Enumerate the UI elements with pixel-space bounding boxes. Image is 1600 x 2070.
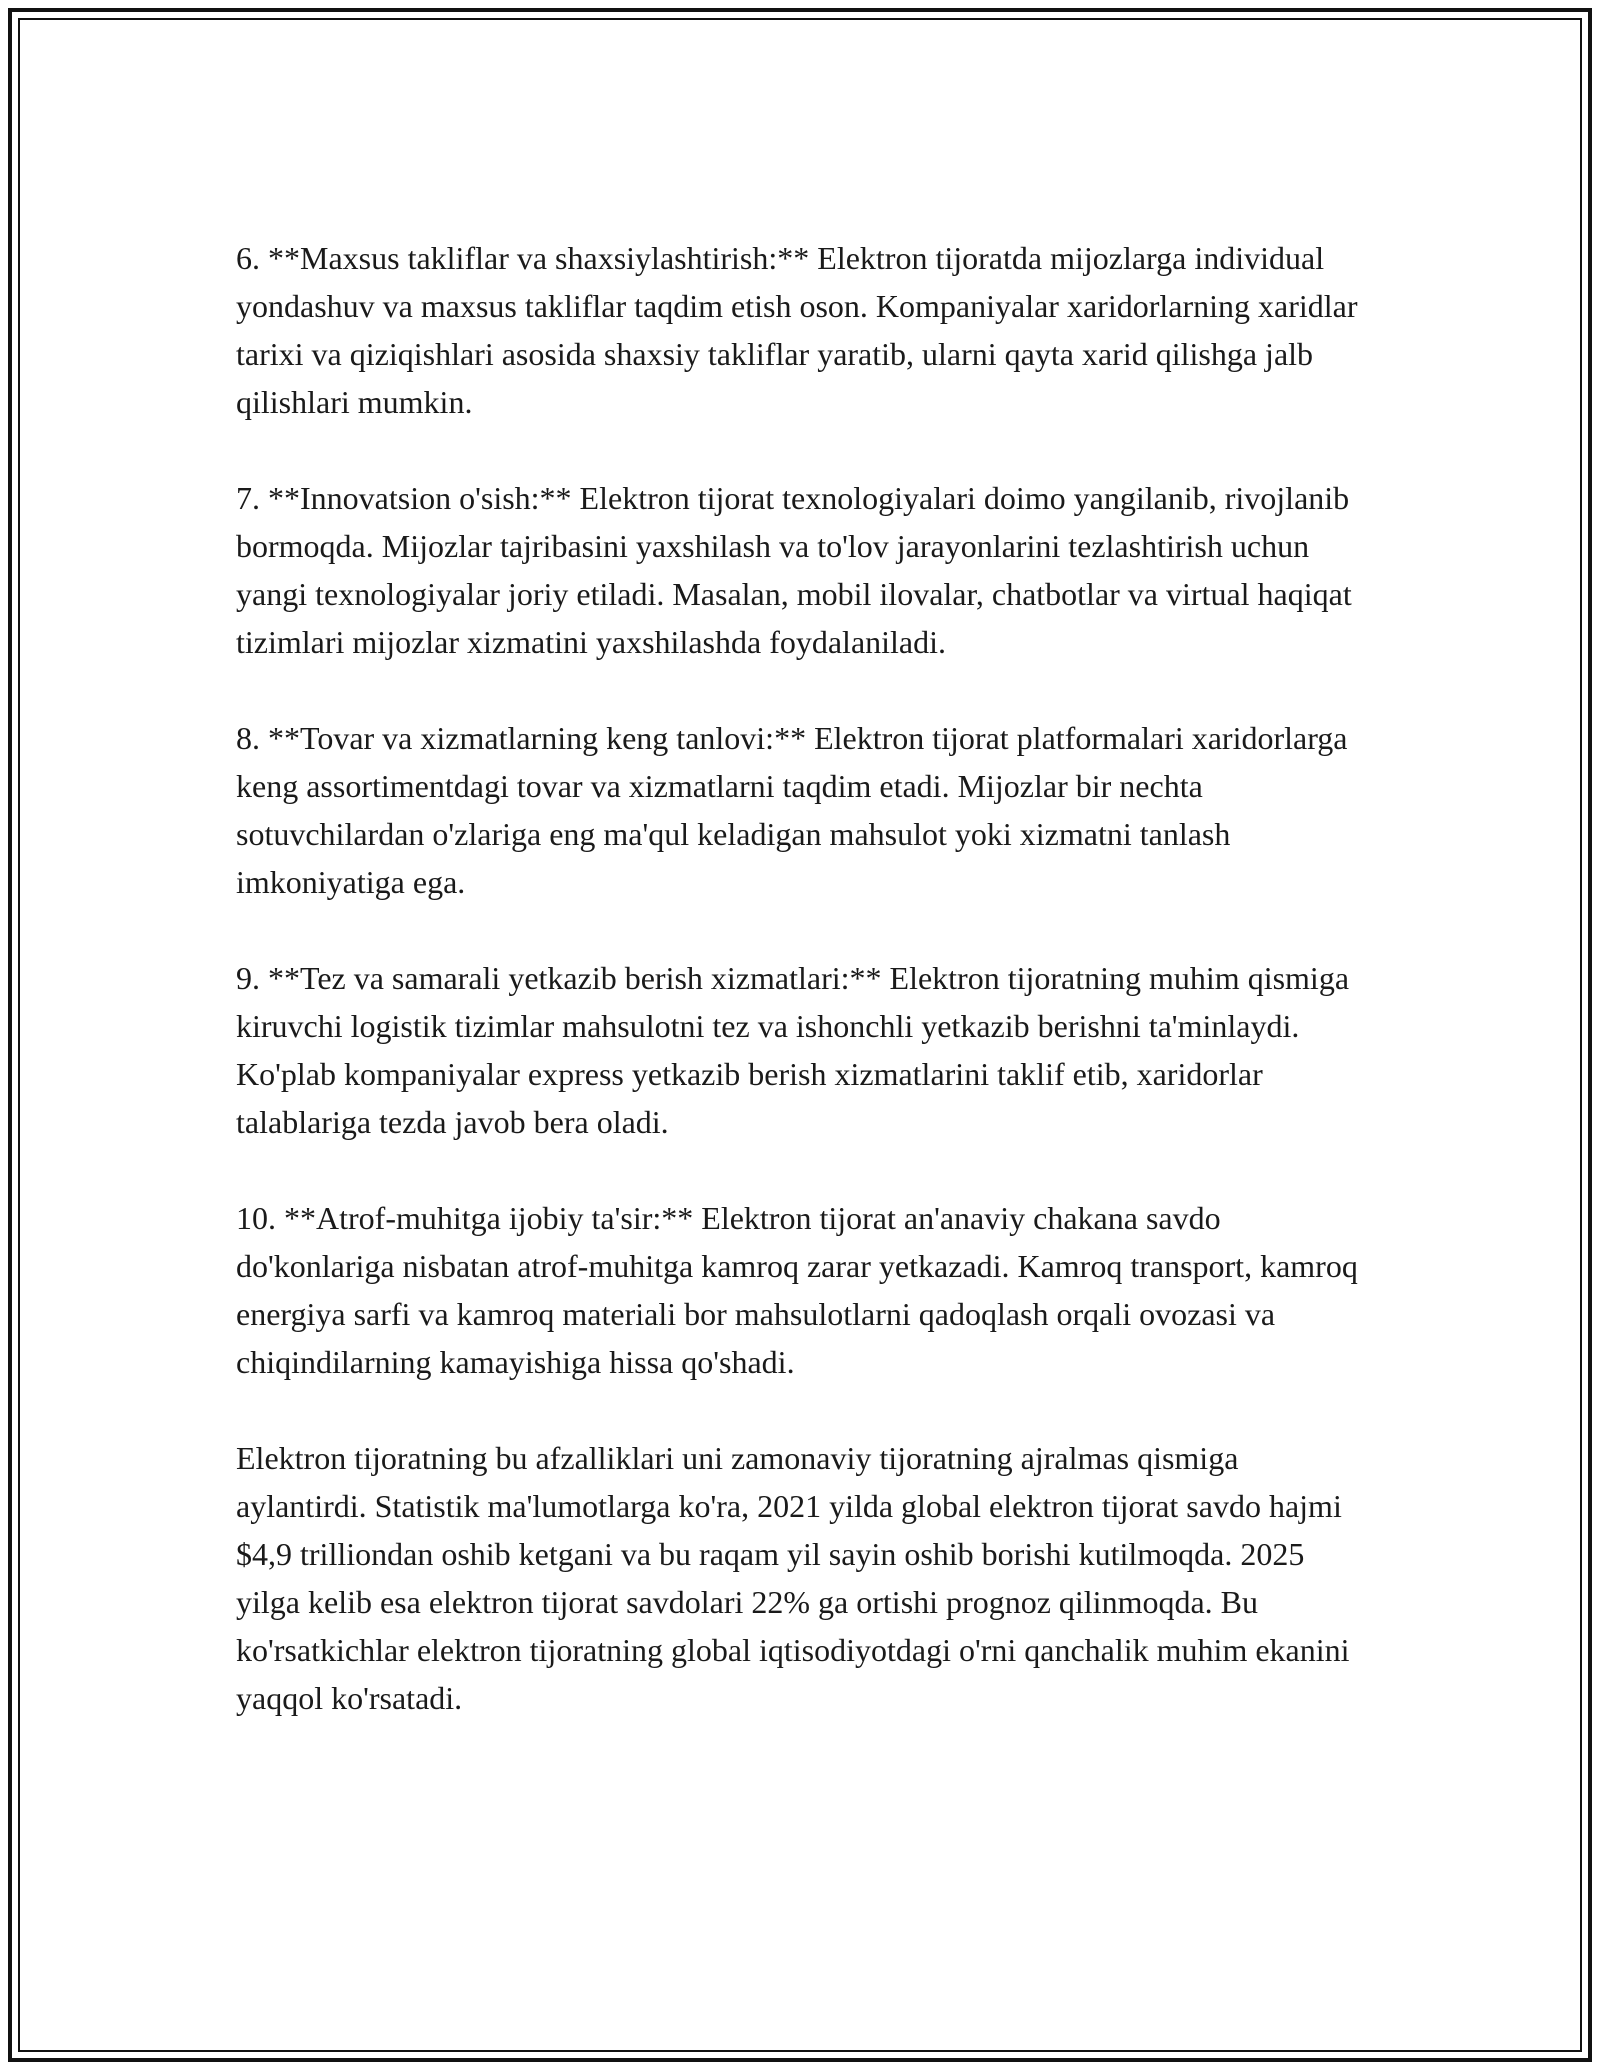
paragraph-item-10: 10. **Atrof-muhitga ijobiy ta'sir:** Elektron tijorat an'anaviy chakana savdo do'konlariga nisbatan atrof-muhitga kamroq zarar yetkazadi. Kamroq transport, kamroq energiya sarfi va kamroq materiali bor mahsulotlarni qadoqlash orqali ovozasi va chiqindilarning kamayishiga hissa qo'shadi. — [236, 1200, 1358, 1380]
paragraph-conclusion: Elektron tijoratning bu afzalliklari uni zamonaviy tijoratning ajralmas qismiga aylantirdi. Statistik ma'lumotlarga ko'ra, 2021 yilda global elektron tijorat savdo hajmi $4,9 trilliondan oshib ketgani va bu raqam yil sayin oshib borishi kutilmoqda. 2025 yilga kelib esa elektron tijorat savdolari 22% ga ortishi prognoz qilinmoqda. Bu ko'rsatkichlar elektron tijoratning global iqtisodiyotdagi o'rni qanchalik muhim ekanini yaqqol ko'rsatadi. — [236, 1440, 1350, 1716]
paragraph-item-6: 6. **Maxsus takliflar va shaxsiylashtirish:** Elektron tijoratda mijozlarga individual yondashuv va maxsus takliflar taqdim etish oson. Kompaniyalar xaridorlarning xaridlar tarixi va qiziqishlari asosida shaxsiy takliflar yaratib, ularni qayta xarid qilishga jalb qilishlari mumkin. — [236, 240, 1358, 420]
paragraph-item-8: 8. **Tovar va xizmatlarning keng tanlovi:** Elektron tijorat platformalari xaridorlarga keng assortimentdagi tovar va xizmatlarni taqdim etadi. Mijozlar bir nechta sotuvchilardan o'zlariga eng ma'qul keladigan mahsulot yoki xizmatni tanlash imkoniyatiga ega. — [236, 720, 1348, 900]
paragraph-item-9: 9. **Tez va samarali yetkazib berish xizmatlari:** Elektron tijoratning muhim qismiga kiruvchi logistik tizimlar mahsulotni tez va ishonchli yetkazib berishni ta'minlaydi. Ko'plab kompaniyalar express yetkazib berish xizmatlarini taklif etib, xaridorlar talablariga tezda javob bera oladi. — [236, 960, 1350, 1140]
paragraph-item-7: 7. **Innovatsion o'sish:** Elektron tijorat texnologiyalari doimo yangilanib, rivojlanib bormoqda. Mijozlar tajribasini yaxshilash va to'lov jarayonlarini tezlashtirish uchun yangi texnologiyalar joriy etiladi. Masalan, mobil ilovalar, chatbotlar va virtual haqiqat tizimlari mijozlar xizmatini yaxshilashda foydalaniladi. — [236, 480, 1352, 660]
document-body — [236, 234, 1376, 1722]
